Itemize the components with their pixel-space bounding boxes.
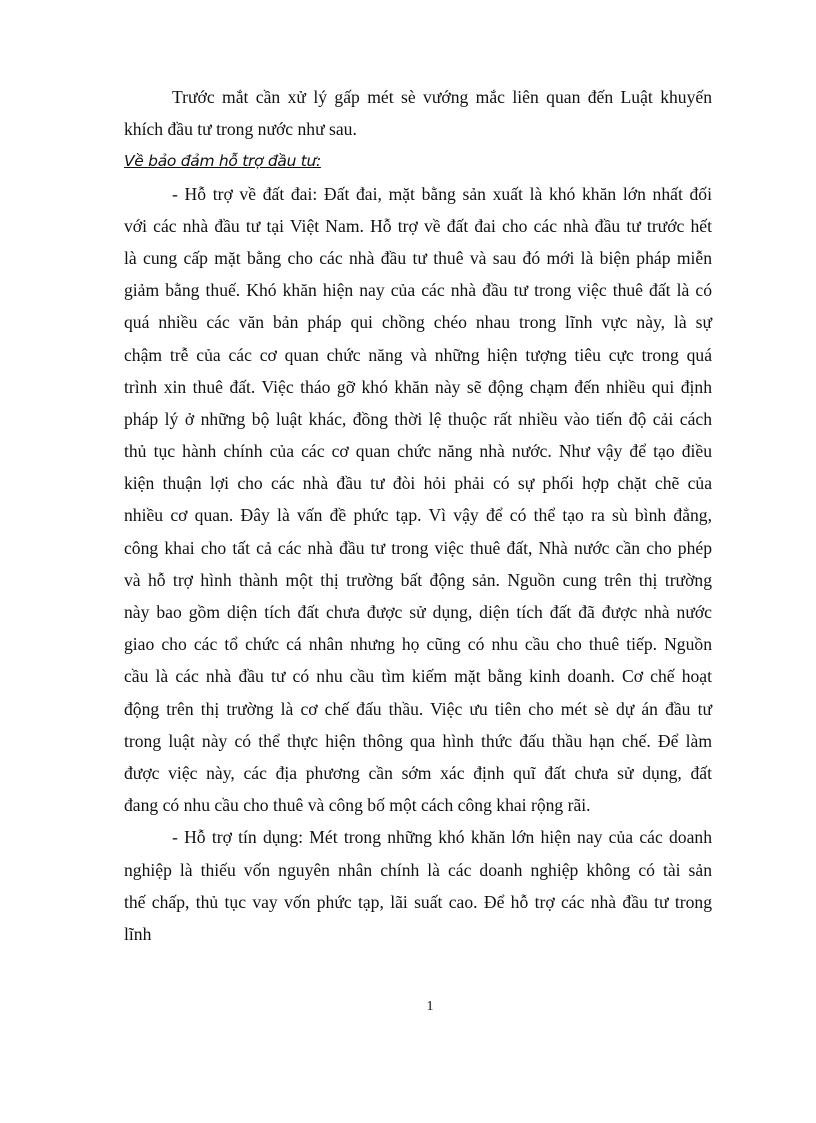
text-line: công khai cho tất cả các nhà đầu tư trong việc thuê đất, Nhà nước cần cho phép: [124, 537, 712, 558]
text-line: thủ tục hành chính của các cơ quan chức năng nhà nước. Như vậy để tạo điều: [124, 441, 712, 462]
text-line: đang có nhu cầu cho thuê và công bố một cách công khai rộng rãi.: [124, 795, 591, 816]
text-line: cầu là các nhà đầu tư có nhu cầu tìm kiếm mặt bằng kinh doanh. Cơ chế hoạt: [124, 666, 712, 687]
text-line: giao cho các tổ chức cá nhân nhưng họ cũng có nhu cầu cho thuê tiếp. Nguồn: [124, 634, 712, 655]
text-line: khích đầu tư trong nước như sau.: [124, 119, 357, 140]
text-line: động trên thị trường là cơ chế đấu thầu. Việc ưu tiên cho mét sè dự án đầu tư: [124, 698, 712, 719]
text-line: thế chấp, thủ tục vay vốn phức tạp, lãi suất cao. Để hỗ trợ các nhà đầu tư trong: [124, 891, 712, 912]
page-number: 1: [426, 999, 434, 1014]
text-line: Trước mắt cần xử lý gấp mét sè vướng mắc liên quan đến Luật khuyến: [172, 87, 712, 107]
text-line: này bao gồm diện tích đất chưa được sử dụng, diện tích đất đã được nhà nước: [124, 602, 712, 622]
text-line: với các nhà đầu tư tại Việt Nam. Hỗ trợ về đất đai cho các nhà đầu tư trước hết: [124, 215, 712, 236]
text-line: lĩnh: [124, 923, 152, 944]
text-line: kiện thuận lợi cho các nhà đầu tư đòi hỏi phải có sự phối hợp chặt chẽ của: [124, 473, 712, 494]
text-line: nghiệp là thiếu vốn nguyên nhân chính là các doanh nghiệp không có tài sản: [124, 859, 712, 880]
text-line: nhiều cơ quan. Đây là vấn đề phức tạp. Vì vậy để có thể tạo ra sù bình đẳng,: [124, 505, 712, 526]
document-page: [124, 81, 712, 950]
paragraph: [124, 821, 712, 950]
paragraph: [124, 81, 712, 145]
text-line: chậm trễ của các cơ quan chức năng và những hiện tượng tiêu cực trong quá: [124, 344, 712, 365]
section-heading: [124, 145, 712, 177]
text-line: pháp lý ở những bộ luật khác, đồng thời lệ thuộc rất nhiều vào tiến độ cải cách: [124, 408, 712, 429]
text-line: là cung cấp mặt bằng cho các nhà đầu tư thuê và sau đó mới là biện pháp miễn: [124, 247, 712, 268]
text-line: trong luật này có thể thực hiện thông qua hình thức đấu thầu hạn chế. Để làm: [124, 730, 712, 751]
text-line: - Hỗ trợ tín dụng: Mét trong những khó khăn lớn hiện nay của các doanh: [172, 827, 712, 848]
text-line: quá nhiều các văn bản pháp qui chồng chéo nhau trong lĩnh vực này, là sự: [124, 312, 712, 333]
text-line: được việc này, các địa phương cần sớm xác định quĩ đất chưa sử dụng, đất: [124, 762, 712, 783]
text-line: và hỗ trợ hình thành một thị trường bất động sản. Nguồn cung trên thị trường: [124, 569, 712, 590]
text-line: Về bảo đảm hỗ trợ đầu tư:: [124, 152, 321, 171]
text-line: trình xin thuê đất. Việc tháo gỡ khó khăn này sẽ động chạm đến nhiều qui định: [124, 376, 712, 397]
text-line: giảm bằng thuế. Khó khăn hiện nay của các nhà đầu tư trong việc thuê đất là có: [124, 280, 712, 301]
paragraph: [124, 178, 712, 822]
text-line: - Hỗ trợ về đất đai: Đất đai, mặt bằng sản xuất là khó khăn lớn nhất đối: [172, 183, 712, 204]
